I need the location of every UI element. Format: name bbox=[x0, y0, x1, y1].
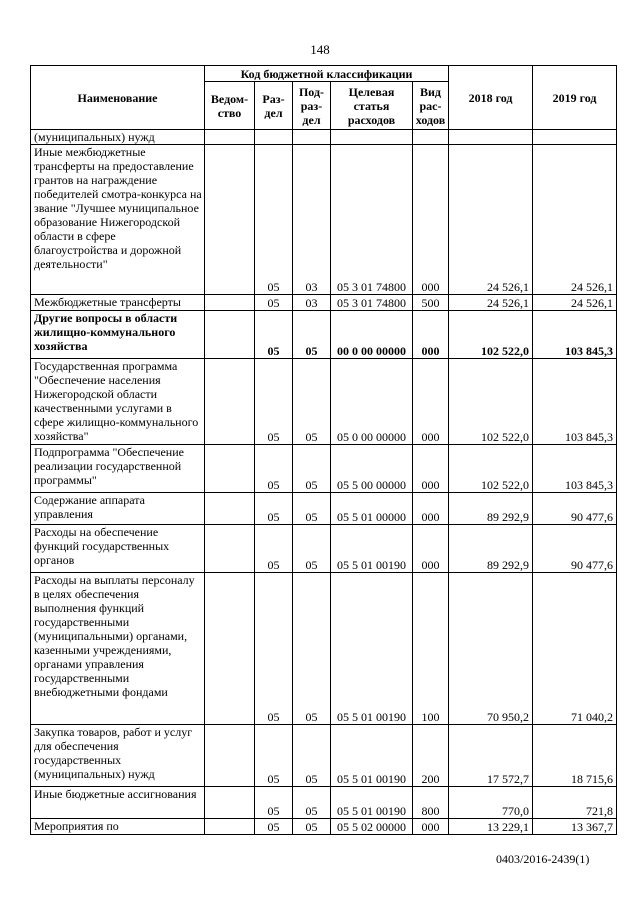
cell-razdel: 05 bbox=[255, 311, 293, 359]
cell-2019: 103 845,3 bbox=[533, 445, 617, 493]
cell-name: Мероприятия по bbox=[31, 819, 205, 835]
cell-vedom bbox=[205, 295, 255, 311]
cell-name: Иные бюджетные ассигнования bbox=[31, 787, 205, 819]
cell-podrazdel: 05 bbox=[293, 573, 331, 725]
cell-name: (муниципальных) нужд bbox=[31, 130, 205, 145]
cell-podrazdel: 05 bbox=[293, 311, 331, 359]
cell-vedom bbox=[205, 573, 255, 725]
cell-vedom bbox=[205, 359, 255, 445]
cell-name: Подпрограмма "Обеспечение реализации государственной программы" bbox=[31, 445, 205, 493]
cell-2019: 90 477,6 bbox=[533, 493, 617, 525]
cell-vedom bbox=[205, 819, 255, 835]
cell-2019: 24 526,1 bbox=[533, 145, 617, 295]
cell-2019: 90 477,6 bbox=[533, 525, 617, 573]
table-row bbox=[31, 819, 617, 835]
header-vid: Вид рас-ходов bbox=[413, 82, 449, 130]
document-code: 0403/2016-2439(1) bbox=[496, 852, 590, 866]
cell-vid: 000 bbox=[413, 445, 449, 493]
cell-2018: 89 292,9 bbox=[449, 493, 533, 525]
cell-podrazdel: 05 bbox=[293, 725, 331, 787]
table-row bbox=[31, 359, 617, 445]
table-row bbox=[31, 725, 617, 787]
cell-2018: 17 572,7 bbox=[449, 725, 533, 787]
cell-vid: 000 bbox=[413, 525, 449, 573]
cell-2018: 102 522,0 bbox=[449, 359, 533, 445]
header-statya: Целевая статья расходов bbox=[331, 82, 413, 130]
table-row bbox=[31, 525, 617, 573]
cell-statya: 05 5 02 00000 bbox=[331, 819, 413, 835]
table-row bbox=[31, 573, 617, 725]
cell-statya: 05 5 00 00000 bbox=[331, 445, 413, 493]
cell-vid: 000 bbox=[413, 493, 449, 525]
cell-name: Межбюджетные трансферты bbox=[31, 295, 205, 311]
cell-razdel: 05 bbox=[255, 295, 293, 311]
cell-podrazdel: 03 bbox=[293, 295, 331, 311]
table-row bbox=[31, 445, 617, 493]
cell-name: Иные межбюджетные трансферты на предоставление грантов на награждение победителей смотра-конкурса на звание "Лучшее муниципальное образование Нижегородской области в сфере благоустройства и дорожной деятельности" bbox=[31, 145, 205, 295]
cell-vedom bbox=[205, 311, 255, 359]
table-row bbox=[31, 295, 617, 311]
cell-statya: 05 5 01 00190 bbox=[331, 787, 413, 819]
cell-razdel: 05 bbox=[255, 493, 293, 525]
cell-statya: 05 0 00 00000 bbox=[331, 359, 413, 445]
cell-podrazdel: 05 bbox=[293, 493, 331, 525]
cell-2019: 721,8 bbox=[533, 787, 617, 819]
cell-podrazdel: 03 bbox=[293, 145, 331, 295]
header-2018: 2018 год bbox=[449, 66, 533, 130]
cell-vid bbox=[413, 130, 449, 145]
cell-statya: 05 5 01 00190 bbox=[331, 573, 413, 725]
cell-razdel: 05 bbox=[255, 359, 293, 445]
cell-razdel: 05 bbox=[255, 573, 293, 725]
table-row bbox=[31, 145, 617, 295]
header-podrazdel: Под-раз-дел bbox=[293, 82, 331, 130]
page-number: 148 bbox=[310, 42, 330, 57]
header-razdel: Раз-дел bbox=[255, 82, 293, 130]
cell-vedom bbox=[205, 787, 255, 819]
cell-2018: 102 522,0 bbox=[449, 311, 533, 359]
cell-name: Другие вопросы в области жилищно-коммунального хозяйства bbox=[31, 311, 205, 359]
cell-2018: 24 526,1 bbox=[449, 295, 533, 311]
cell-2018 bbox=[449, 130, 533, 145]
cell-2018: 13 229,1 bbox=[449, 819, 533, 835]
cell-razdel: 05 bbox=[255, 445, 293, 493]
cell-2018: 89 292,9 bbox=[449, 525, 533, 573]
cell-razdel: 05 bbox=[255, 725, 293, 787]
header-name: Наименование bbox=[31, 66, 205, 130]
cell-2019: 103 845,3 bbox=[533, 359, 617, 445]
cell-vedom bbox=[205, 445, 255, 493]
cell-2018: 770,0 bbox=[449, 787, 533, 819]
cell-podrazdel: 05 bbox=[293, 819, 331, 835]
cell-vedom bbox=[205, 145, 255, 295]
cell-2019: 71 040,2 bbox=[533, 573, 617, 725]
cell-statya: 00 0 00 00000 bbox=[331, 311, 413, 359]
cell-podrazdel: 05 bbox=[293, 525, 331, 573]
cell-podrazdel bbox=[293, 130, 331, 145]
cell-name: Расходы на обеспечение функций государственных органов bbox=[31, 525, 205, 573]
cell-vid: 000 bbox=[413, 359, 449, 445]
cell-vid: 000 bbox=[413, 145, 449, 295]
cell-2019: 24 526,1 bbox=[533, 295, 617, 311]
cell-name: Закупка товаров, работ и услуг для обеспечения государственных (муниципальных) нужд bbox=[31, 725, 205, 787]
cell-vid: 200 bbox=[413, 725, 449, 787]
cell-vid: 800 bbox=[413, 787, 449, 819]
table-row bbox=[31, 311, 617, 359]
header-vedom: Ведом-ство bbox=[205, 82, 255, 130]
table-row bbox=[31, 787, 617, 819]
cell-podrazdel: 05 bbox=[293, 445, 331, 493]
cell-vedom bbox=[205, 493, 255, 525]
cell-2018: 24 526,1 bbox=[449, 145, 533, 295]
cell-statya bbox=[331, 130, 413, 145]
cell-razdel: 05 bbox=[255, 819, 293, 835]
cell-razdel: 05 bbox=[255, 787, 293, 819]
cell-statya: 05 5 01 00000 bbox=[331, 493, 413, 525]
cell-razdel: 05 bbox=[255, 525, 293, 573]
cell-vid: 500 bbox=[413, 295, 449, 311]
cell-2019: 18 715,6 bbox=[533, 725, 617, 787]
cell-statya: 05 5 01 00190 bbox=[331, 525, 413, 573]
cell-vedom bbox=[205, 130, 255, 145]
cell-statya: 05 5 01 00190 bbox=[331, 725, 413, 787]
cell-name: Государственная программа "Обеспечение населения Нижегородской области качественными услугами в сфере жилищно-коммунального хозяйства" bbox=[31, 359, 205, 445]
cell-name: Содержание аппарата управления bbox=[31, 493, 205, 525]
cell-2019: 13 367,7 bbox=[533, 819, 617, 835]
cell-podrazdel: 05 bbox=[293, 787, 331, 819]
header-group: Код бюджетной классификации bbox=[205, 66, 449, 82]
cell-razdel bbox=[255, 130, 293, 145]
cell-statya: 05 3 01 74800 bbox=[331, 295, 413, 311]
cell-2018: 102 522,0 bbox=[449, 445, 533, 493]
cell-vedom bbox=[205, 525, 255, 573]
cell-statya: 05 3 01 74800 bbox=[331, 145, 413, 295]
cell-vid: 000 bbox=[413, 819, 449, 835]
cell-name: Расходы на выплаты персоналу в целях обеспечения выполнения функций государственными (муниципальными) органами, казенными учреждениями, органами управления государственными внебюджетными фондами bbox=[31, 573, 205, 725]
cell-2019 bbox=[533, 130, 617, 145]
table-row bbox=[31, 493, 617, 525]
cell-2018: 70 950,2 bbox=[449, 573, 533, 725]
cell-2019: 103 845,3 bbox=[533, 311, 617, 359]
cell-vid: 000 bbox=[413, 311, 449, 359]
budget-table bbox=[30, 65, 617, 835]
cell-vedom bbox=[205, 725, 255, 787]
header-2019: 2019 год bbox=[533, 66, 617, 130]
cell-vid: 100 bbox=[413, 573, 449, 725]
cell-razdel: 05 bbox=[255, 145, 293, 295]
cell-podrazdel: 05 bbox=[293, 359, 331, 445]
table-row bbox=[31, 130, 617, 145]
